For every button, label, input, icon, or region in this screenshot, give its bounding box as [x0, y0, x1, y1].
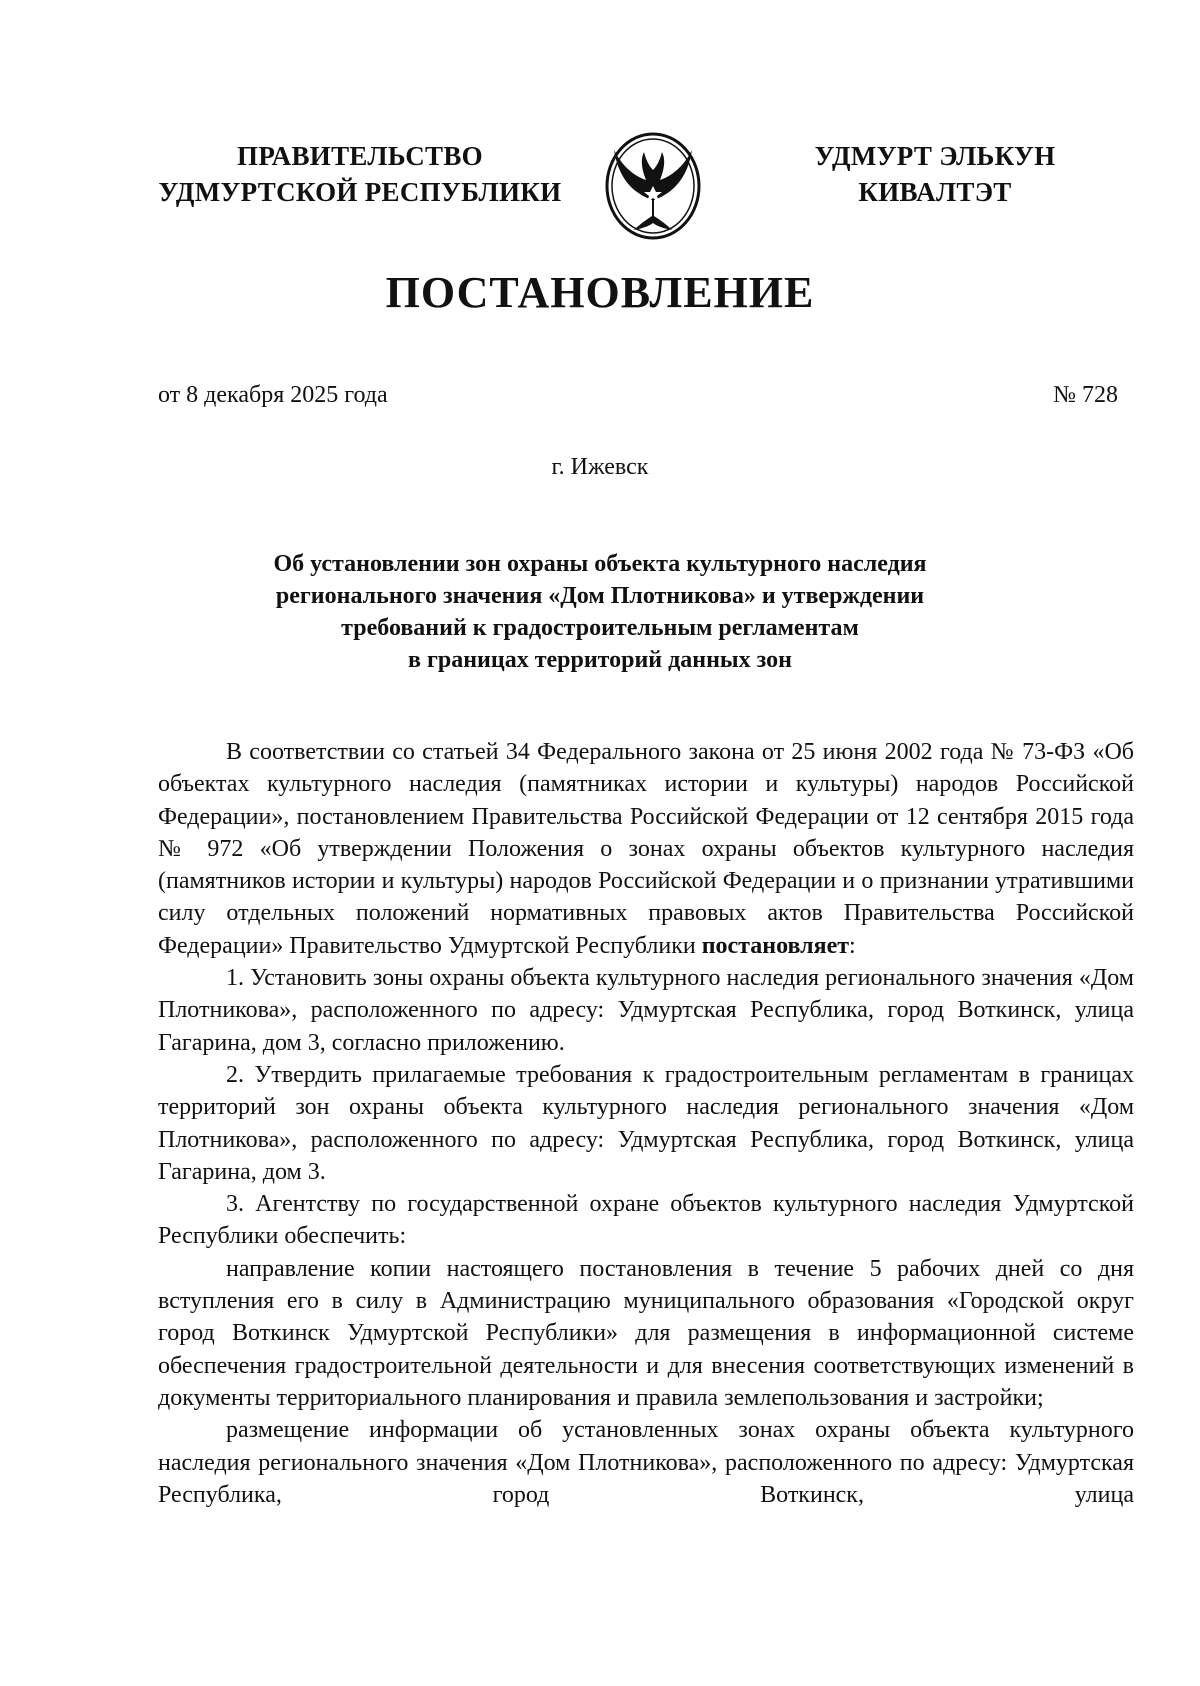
government-name-udmurt — [785, 138, 1085, 210]
preamble-colon: : — [849, 932, 856, 959]
preamble-text: В соответствии со статьей 34 Федерального закона от 25 июня 2002 года № 73-ФЗ «Об объектах культурного наследия (памятниках истории и культуры) народов Российской Федерации», постановлением Правительства Российской Федерации от 12 сентября 2015 года № 972 «Об утверждении Положения о зонах охраны объектов культурного наследия (памятников истории и культуры) народов Российской Федерации и о признании утратившими силу отдельных положений нормативных правовых актов Правительства Российской Федерации» Правительство Удмуртской Республики — [158, 739, 1134, 959]
coat-of-arms-icon — [600, 130, 706, 242]
item-2-paragraph: 2. Утвердить прилагаемые требования к градостроительным регламентам в границах территорий зон охраны объекта культурного наследия регионального значения «Дом Плотникова», расположенного по адресу: Удмуртская Республика, город Воткинск, улица Гагарина, дом 3. — [158, 1061, 1134, 1185]
item-3-subitem-2: размещение информации об установленных зонах охраны объекта культурного наследия регионального значения «Дом Плотникова», расположенного по адресу: Удмуртская Республика, город Воткинск, улица — [158, 1417, 1134, 1508]
government-name-russian-line1: ПРАВИТЕЛЬСТВО — [237, 141, 483, 171]
document-title-line3: требований к градостроительным регламентам — [341, 615, 859, 641]
document-number: № 728 — [1053, 382, 1118, 408]
item-1-paragraph: 1. Установить зоны охраны объекта культурного наследия регионального значения «Дом Плотникова», расположенного по адресу: Удмуртская Республика, город Воткинск, улица Гагарина, дом 3, согласно приложению. — [158, 965, 1134, 1056]
government-name-udmurt-line1: УДМУРТ ЭЛЬКУН — [814, 141, 1056, 171]
document-city: г. Ижевск — [551, 454, 649, 480]
document-type-heading: ПОСТАНОВЛЕНИЕ — [385, 268, 815, 317]
document-title-line2: регионального значения «Дом Плотникова» и утверждении — [275, 583, 925, 609]
document-title — [200, 548, 1000, 676]
preamble-paragraph — [158, 736, 1134, 962]
document-header — [0, 130, 1200, 240]
document-title-line1: Об установлении зон охраны объекта культурного наследия — [273, 551, 927, 577]
preamble-resolves: постановляет — [701, 932, 850, 959]
document-body — [158, 736, 1134, 1511]
government-name-russian-line2: УДМУРТСКОЙ РЕСПУБЛИКИ — [158, 177, 562, 207]
item-3-subitem-1: направление копии настоящего постановления в течение 5 рабочих дней со дня вступления его в силу в Администрацию муниципального образования «Городской округ город Воткинск Удмуртской Республики» для размещения в информационной системе обеспечения градостроительной деятельности и для внесения соответствующих изменений в документы территориального планирования и правила землепользования и застройки; — [158, 1255, 1134, 1411]
document-date: от 8 декабря 2025 года — [158, 382, 388, 408]
document-title-line4: в границах территорий данных зон — [408, 647, 792, 673]
government-name-udmurt-line2: КИВАЛТЭТ — [858, 177, 1012, 207]
item-3-paragraph: 3. Агентству по государственной охране объектов культурного наследия Удмуртской Республики обеспечить: — [158, 1191, 1134, 1250]
government-name-russian — [135, 138, 585, 210]
